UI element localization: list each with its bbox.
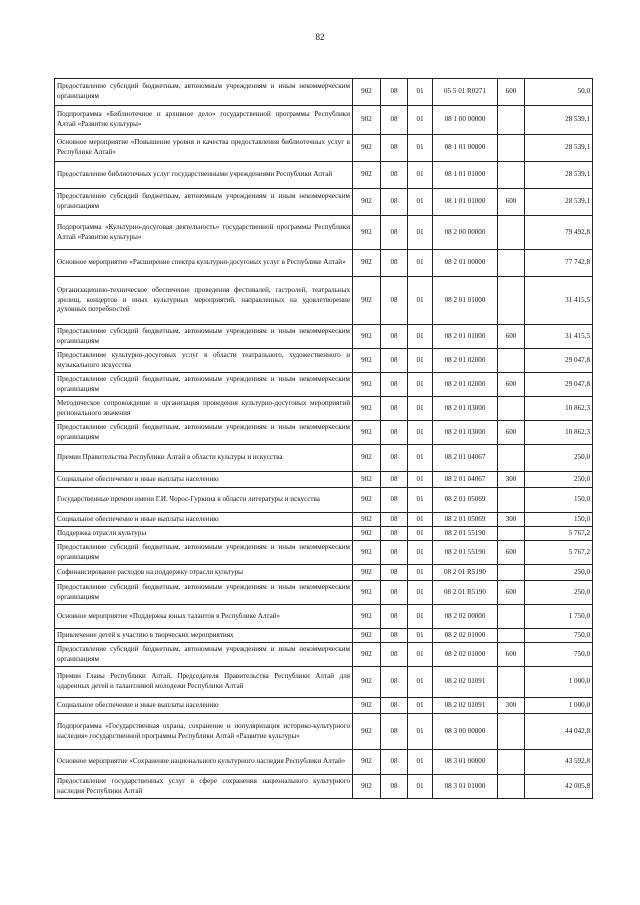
table-row [55, 605, 593, 629]
row-section: 08 [381, 135, 408, 162]
row-grbs: 902 [353, 513, 381, 527]
row-subsection: 01 [408, 373, 433, 397]
table-row [55, 565, 593, 581]
row-amount: 5 767,2 [525, 527, 593, 541]
table-row [55, 79, 593, 106]
table-row [55, 750, 593, 775]
row-amount: 79 492,8 [525, 216, 593, 250]
table-row [55, 775, 593, 799]
row-section: 08 [381, 541, 408, 565]
row-name: Основное мероприятие «Повышение уровня и качества предоставления библиотечных услуг в Республике Алтай» [55, 135, 353, 162]
row-amount: 44 042,8 [525, 714, 593, 750]
row-expense-type: 600 [498, 189, 525, 216]
row-expense-type [498, 445, 525, 472]
row-amount: 42 005,8 [525, 775, 593, 799]
row-subsection: 01 [408, 750, 433, 775]
table-row [55, 667, 593, 698]
row-amount: 10 862,3 [525, 397, 593, 421]
row-expense-type [498, 349, 525, 373]
row-name: Подпрограмма «Государственная охрана, сохранение и популяризация историко-культурного наследия» государственной программы Республики Алтай «Развитие культуры» [55, 714, 353, 750]
budget-table [54, 78, 593, 799]
row-section: 08 [381, 581, 408, 605]
row-amount: 29 047,8 [525, 373, 593, 397]
row-target-code: 08 3 01 00000 [433, 750, 498, 775]
row-subsection: 01 [408, 106, 433, 135]
row-expense-type [498, 667, 525, 698]
row-target-code: 08 3 00 00000 [433, 714, 498, 750]
row-section: 08 [381, 472, 408, 488]
row-expense-type [498, 565, 525, 581]
row-name: Предоставление субсидий бюджетным, автономным учреждениям и иным некоммерческим организациям [55, 581, 353, 605]
row-subsection: 01 [408, 349, 433, 373]
row-subsection: 01 [408, 714, 433, 750]
row-target-code: 08 2 01 01000 [433, 325, 498, 349]
row-amount: 29 047,8 [525, 349, 593, 373]
row-section: 08 [381, 698, 408, 714]
row-target-code: 08 2 01 05069 [433, 488, 498, 513]
row-grbs: 902 [353, 698, 381, 714]
row-subsection: 01 [408, 397, 433, 421]
row-amount: 28 539,1 [525, 162, 593, 189]
budget-table-body [55, 79, 593, 799]
row-target-code: 05 5 01 R0271 [433, 79, 498, 106]
row-expense-type: 600 [498, 325, 525, 349]
row-grbs: 902 [353, 445, 381, 472]
row-target-code: 08 2 02 01091 [433, 667, 498, 698]
row-subsection: 01 [408, 513, 433, 527]
row-section: 08 [381, 325, 408, 349]
row-grbs: 902 [353, 488, 381, 513]
row-expense-type: 600 [498, 541, 525, 565]
row-grbs: 902 [353, 250, 381, 277]
row-name: Основное мероприятие «Сохранение национального культурного наследия Республики Алтай» [55, 750, 353, 775]
row-grbs: 902 [353, 216, 381, 250]
row-amount: 1 000,0 [525, 667, 593, 698]
row-name: Социальное обеспечение и иные выплаты населению [55, 698, 353, 714]
row-name: Основное мероприятие «Расширение спектра культурно-досуговых услуг в Республике Алтай» [55, 250, 353, 277]
row-name: Предоставление субсидий бюджетным, автономным учреждениям и иным некоммерческим организациям [55, 373, 353, 397]
row-target-code: 08 1 00 00000 [433, 106, 498, 135]
row-section: 08 [381, 605, 408, 629]
row-subsection: 01 [408, 325, 433, 349]
row-name: Подпрограмма «Культурно-досуговая деятельность» государственной программы Республики Алтай «Развитие культуры» [55, 216, 353, 250]
row-amount: 77 742,8 [525, 250, 593, 277]
row-expense-type [498, 216, 525, 250]
row-subsection: 01 [408, 488, 433, 513]
row-grbs: 902 [353, 325, 381, 349]
row-expense-type [498, 277, 525, 325]
row-target-code: 08 1 01 01000 [433, 189, 498, 216]
row-subsection: 01 [408, 421, 433, 445]
row-grbs: 902 [353, 629, 381, 643]
table-row [55, 643, 593, 667]
row-target-code: 08 2 01 R5190 [433, 565, 498, 581]
row-name: Методическое сопровождение и организация проведения культурно-досуговых мероприятий регионального значения [55, 397, 353, 421]
table-row [55, 488, 593, 513]
row-grbs: 902 [353, 565, 381, 581]
row-grbs: 902 [353, 714, 381, 750]
table-row [55, 277, 593, 325]
row-expense-type [498, 106, 525, 135]
row-amount: 250,0 [525, 565, 593, 581]
row-name: Основное мероприятие «Поддержка юных талантов в Республике Алтай» [55, 605, 353, 629]
table-row [55, 541, 593, 565]
table-row [55, 513, 593, 527]
row-target-code: 08 2 01 01000 [433, 277, 498, 325]
row-target-code: 08 2 01 04067 [433, 445, 498, 472]
row-amount: 250,0 [525, 445, 593, 472]
row-section: 08 [381, 421, 408, 445]
row-name: Премии Правительства Республики Алтай в области культуры и искусства [55, 445, 353, 472]
row-expense-type [498, 250, 525, 277]
table-row [55, 349, 593, 373]
row-expense-type: 300 [498, 513, 525, 527]
row-name: Предоставление субсидий бюджетным, автономным учреждениям и иным некоммерческим организациям [55, 189, 353, 216]
row-target-code: 08 2 00 00000 [433, 216, 498, 250]
row-expense-type [498, 527, 525, 541]
row-section: 08 [381, 513, 408, 527]
row-expense-type: 600 [498, 373, 525, 397]
row-amount: 5 767,2 [525, 541, 593, 565]
row-target-code: 08 2 01 05069 [433, 513, 498, 527]
row-grbs: 902 [353, 106, 381, 135]
row-name: Привлечение детей к участию в творческих мероприятиях [55, 629, 353, 643]
row-section: 08 [381, 349, 408, 373]
table-row [55, 373, 593, 397]
row-target-code: 08 2 01 55190 [433, 541, 498, 565]
row-subsection: 01 [408, 527, 433, 541]
row-section: 08 [381, 106, 408, 135]
row-name: Социальное обеспечение и иные выплаты населению [55, 472, 353, 488]
page-number: 82 [315, 32, 325, 42]
row-subsection: 01 [408, 775, 433, 799]
row-expense-type: 600 [498, 421, 525, 445]
row-subsection: 01 [408, 250, 433, 277]
row-amount: 31 415,5 [525, 277, 593, 325]
row-section: 08 [381, 714, 408, 750]
row-target-code: 08 2 01 02000 [433, 373, 498, 397]
row-section: 08 [381, 216, 408, 250]
row-grbs: 902 [353, 373, 381, 397]
row-expense-type [498, 605, 525, 629]
row-name: Предоставление субсидий бюджетным, автономным учреждениям и иным некоммерческим организациям [55, 421, 353, 445]
table-row [55, 472, 593, 488]
row-amount: 10 862,3 [525, 421, 593, 445]
row-expense-type [498, 397, 525, 421]
row-target-code: 08 2 01 03000 [433, 421, 498, 445]
row-subsection: 01 [408, 667, 433, 698]
row-target-code: 08 3 01 01000 [433, 775, 498, 799]
row-section: 08 [381, 189, 408, 216]
row-grbs: 902 [353, 397, 381, 421]
table-row [55, 445, 593, 472]
row-amount: 250,0 [525, 581, 593, 605]
row-section: 08 [381, 277, 408, 325]
row-expense-type: 600 [498, 643, 525, 667]
row-subsection: 01 [408, 698, 433, 714]
row-name: Государственные премии имени Г.И. Чорос-Гуркина в области литературы и искусства [55, 488, 353, 513]
row-section: 08 [381, 488, 408, 513]
row-amount: 50,0 [525, 79, 593, 106]
row-name: Предоставление субсидий бюджетным, автономным учреждениям и иным некоммерческим организациям [55, 541, 353, 565]
row-expense-type: 300 [498, 472, 525, 488]
row-subsection: 01 [408, 629, 433, 643]
row-section: 08 [381, 250, 408, 277]
row-section: 08 [381, 750, 408, 775]
row-expense-type: 600 [498, 581, 525, 605]
row-section: 08 [381, 162, 408, 189]
row-grbs: 902 [353, 541, 381, 565]
row-name: Организационно-техническое обеспечение проведения фестивалей, гастролей, театральных зрелищ, концертов и иных культурных мероприятий, направленных на удовлетворение духовных потребностей [55, 277, 353, 325]
row-amount: 750,0 [525, 629, 593, 643]
row-section: 08 [381, 373, 408, 397]
table-row [55, 250, 593, 277]
table-row [55, 189, 593, 216]
row-target-code: 08 2 01 55190 [433, 527, 498, 541]
row-target-code: 08 1 01 01000 [433, 162, 498, 189]
row-amount: 1 750,0 [525, 605, 593, 629]
row-name: Предоставление государственных услуг в сфере сохранения национального культурного наследия Республики Алтай [55, 775, 353, 799]
row-target-code: 08 2 01 03000 [433, 397, 498, 421]
row-name: Поддержка отрасли культуры [55, 527, 353, 541]
table-row [55, 629, 593, 643]
row-grbs: 902 [353, 79, 381, 106]
row-section: 08 [381, 527, 408, 541]
row-section: 08 [381, 667, 408, 698]
table-row [55, 397, 593, 421]
row-expense-type [498, 775, 525, 799]
row-expense-type: 300 [498, 698, 525, 714]
row-grbs: 902 [353, 581, 381, 605]
row-expense-type [498, 714, 525, 750]
row-amount: 750,0 [525, 643, 593, 667]
row-target-code: 08 2 02 00000 [433, 605, 498, 629]
row-grbs: 902 [353, 643, 381, 667]
row-target-code: 08 2 02 01000 [433, 629, 498, 643]
table-row [55, 421, 593, 445]
row-subsection: 01 [408, 472, 433, 488]
row-target-code: 08 2 01 R5190 [433, 581, 498, 605]
row-amount: 28 539,1 [525, 106, 593, 135]
row-target-code: 08 2 01 00000 [433, 250, 498, 277]
row-target-code: 08 2 01 04067 [433, 472, 498, 488]
table-row [55, 698, 593, 714]
row-name: Предоставление библиотечных услуг государственными учреждениями Республики Алтай [55, 162, 353, 189]
row-subsection: 01 [408, 189, 433, 216]
row-amount: 150,0 [525, 488, 593, 513]
row-expense-type [498, 488, 525, 513]
row-grbs: 902 [353, 527, 381, 541]
table-row [55, 135, 593, 162]
row-subsection: 01 [408, 643, 433, 667]
row-amount: 250,0 [525, 472, 593, 488]
row-grbs: 902 [353, 667, 381, 698]
row-subsection: 01 [408, 135, 433, 162]
table-row [55, 106, 593, 135]
row-name: Премии Главы Республики Алтай, Председателя Правительства Республики Алтай для одаренных детей и талантливой молодежи Республики Алтай [55, 667, 353, 698]
row-section: 08 [381, 629, 408, 643]
row-amount: 28 539,1 [525, 135, 593, 162]
row-grbs: 902 [353, 605, 381, 629]
row-section: 08 [381, 643, 408, 667]
row-section: 08 [381, 79, 408, 106]
row-name: Социальное обеспечение и иные выплаты населению [55, 513, 353, 527]
row-subsection: 01 [408, 79, 433, 106]
row-grbs: 902 [353, 135, 381, 162]
row-amount: 31 415,5 [525, 325, 593, 349]
table-row [55, 527, 593, 541]
row-expense-type: 600 [498, 79, 525, 106]
row-name: Предоставление субсидий бюджетным, автономным учреждениям и иным некоммерческим организациям [55, 325, 353, 349]
row-subsection: 01 [408, 605, 433, 629]
row-expense-type [498, 162, 525, 189]
row-target-code: 08 2 02 01091 [433, 698, 498, 714]
table-row [55, 325, 593, 349]
row-name: Подпрограмма «Библиотечное и архивное дело» государственной программы Республики Алтай «Развитие культуры» [55, 106, 353, 135]
row-expense-type [498, 750, 525, 775]
row-grbs: 902 [353, 277, 381, 325]
row-amount: 150,0 [525, 513, 593, 527]
row-section: 08 [381, 565, 408, 581]
row-section: 08 [381, 775, 408, 799]
row-subsection: 01 [408, 581, 433, 605]
table-row [55, 162, 593, 189]
row-subsection: 01 [408, 445, 433, 472]
row-name: Предоставление субсидий бюджетным, автономным учреждениям и иным некоммерческим организациям [55, 643, 353, 667]
row-section: 08 [381, 445, 408, 472]
row-target-code: 08 2 02 01000 [433, 643, 498, 667]
table-row [55, 714, 593, 750]
row-subsection: 01 [408, 162, 433, 189]
row-grbs: 902 [353, 472, 381, 488]
row-target-code: 08 1 01 00000 [433, 135, 498, 162]
row-amount: 43 592,8 [525, 750, 593, 775]
row-name: Предоставление культурно-досуговых услуг в области театрального, художественного и музыкального искусства [55, 349, 353, 373]
row-subsection: 01 [408, 216, 433, 250]
row-expense-type [498, 629, 525, 643]
row-section: 08 [381, 397, 408, 421]
row-subsection: 01 [408, 541, 433, 565]
table-row [55, 581, 593, 605]
row-grbs: 902 [353, 189, 381, 216]
row-grbs: 902 [353, 349, 381, 373]
table-row [55, 216, 593, 250]
row-name: Софинансирование расходов на поддержку отрасли культуры [55, 565, 353, 581]
row-name: Предоставление субсидий бюджетным, автономным учреждениям и иным некоммерческим организациям [55, 79, 353, 106]
row-grbs: 902 [353, 775, 381, 799]
row-amount: 1 000,0 [525, 698, 593, 714]
row-expense-type [498, 135, 525, 162]
row-grbs: 902 [353, 162, 381, 189]
row-amount: 28 539,1 [525, 189, 593, 216]
row-grbs: 902 [353, 750, 381, 775]
row-subsection: 01 [408, 277, 433, 325]
row-target-code: 08 2 01 02000 [433, 349, 498, 373]
row-subsection: 01 [408, 565, 433, 581]
row-grbs: 902 [353, 421, 381, 445]
